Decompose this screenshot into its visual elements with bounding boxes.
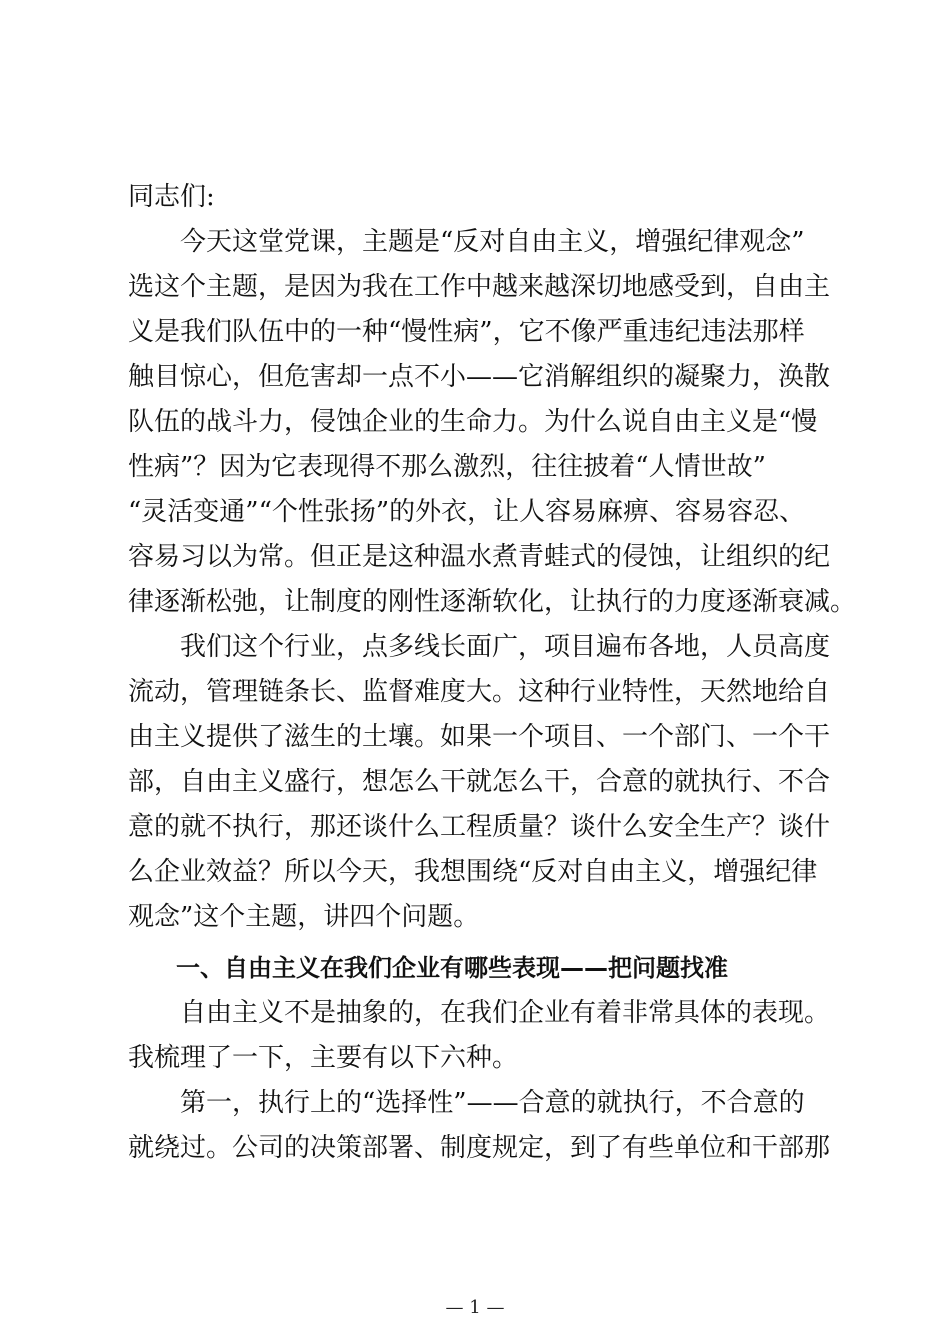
section-heading: 一、自由主义在我们企业有哪些表现——把问题找准: [128, 954, 728, 982]
paragraph-line: 流动，管理链条长、监督难度大。这种行业特性，天然地给自: [128, 677, 831, 707]
paragraph-line: 容易习以为常。但正是这种温水煮青蛙式的侵蚀，让组织的纪: [128, 542, 831, 572]
paragraph-line: 由主义提供了滋生的土壤。如果一个项目、一个部门、一个干: [128, 722, 831, 752]
paragraph-line: “灵活变通”“个性张扬”的外衣，让人容易麻痹、容易容忍、: [128, 497, 806, 527]
paragraph-line: 第一，执行上的“选择性”——合意的就执行，不合意的: [128, 1088, 805, 1118]
paragraph-line: 义是我们队伍中的一种“慢性病”，它不像严重违纪违法那样: [128, 317, 805, 347]
paragraph-line: 自由主义不是抽象的，在我们企业有着非常具体的表现。: [128, 998, 831, 1028]
paragraph-line: 部，自由主义盛行，想怎么干就怎么干，合意的就执行、不合: [128, 767, 831, 797]
paragraph-line: 触目惊心，但危害却一点不小——它消解组织的凝聚力，涣散: [128, 362, 831, 392]
document-body: [128, 175, 857, 1171]
paragraph-line: 性病”？因为它表现得不那么激烈，往往披着“人情世故”: [128, 452, 766, 482]
paragraph-line: 队伍的战斗力，侵蚀企业的生命力。为什么说自由主义是“慢: [128, 407, 818, 437]
paragraph-line: 选这个主题，是因为我在工作中越来越深切地感受到，自由主: [128, 272, 831, 302]
paragraph-line: 么企业效益？所以今天，我想围绕“反对自由主义，增强纪律: [128, 857, 818, 887]
paragraph-line: 观念”这个主题，讲四个问题。: [128, 902, 480, 932]
salutation-line: 同志们:: [128, 182, 215, 212]
paragraph-line: 今天这堂党课，主题是“反对自由主义，增强纪律观念”: [128, 227, 805, 257]
paragraph-line: 律逐渐松弛，让制度的刚性逐渐软化，让执行的力度逐渐衰减。: [128, 587, 857, 617]
paragraph-line: 就绕过。公司的决策部署、制度规定，到了有些单位和干部那: [128, 1133, 831, 1163]
page-number: — 1 —: [445, 1297, 505, 1318]
paragraph-line: 我梳理了一下，主要有以下六种。: [128, 1043, 519, 1073]
paragraph-line: 我们这个行业，点多线长面广，项目遍布各地，人员高度: [128, 632, 831, 662]
paragraph-line: 意的就不执行，那还谈什么工程质量？谈什么安全生产？谈什: [128, 812, 831, 842]
